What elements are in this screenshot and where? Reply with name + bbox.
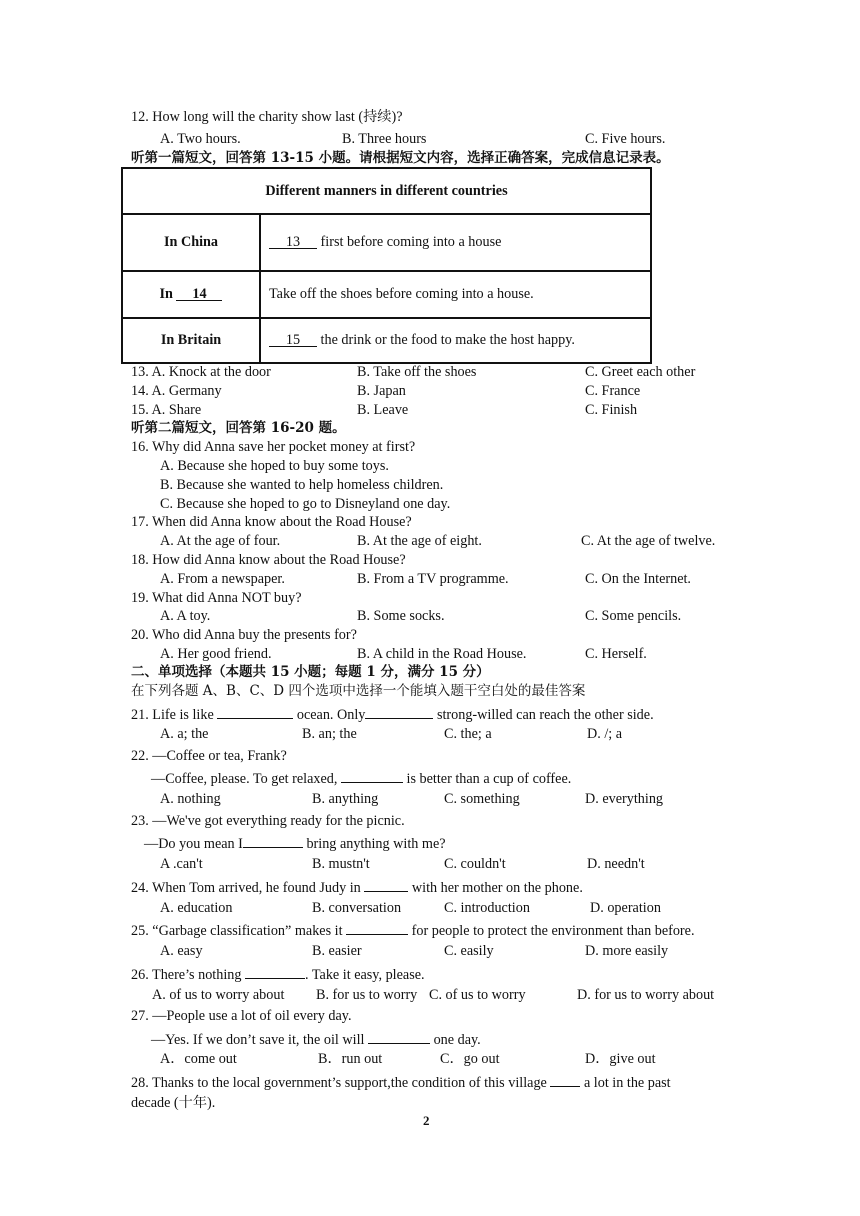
q15-option-c: C. Finish	[585, 402, 638, 418]
q24-option-a: A. education	[160, 900, 233, 916]
blank-13: 13	[269, 234, 317, 249]
question-21-stem: 21. Life is like ocean. Only strong-willed can reach the other side.	[131, 704, 654, 724]
question-16-stem: 16. Why did Anna save her pocket money at first?	[131, 439, 416, 455]
manners-table	[121, 167, 652, 364]
q13-option-c: C. Greet each other	[585, 364, 696, 380]
row-label-britain: In Britain	[122, 318, 260, 363]
blank-15: 15	[269, 332, 317, 347]
q26-option-c: C. of us to worry	[429, 987, 526, 1003]
question-28-line-2: decade (十年).	[131, 1095, 216, 1111]
question-22-line-2: —Coffee, please. To get relaxed, is better than a cup of coffee.	[151, 768, 571, 788]
q21-option-c: C. the; a	[444, 726, 492, 742]
q15-option-b: B. Leave	[357, 402, 409, 418]
q22-option-a: A. nothing	[160, 791, 221, 807]
q18-option-b: B. From a TV programme.	[357, 571, 509, 587]
q20-option-c: C. Herself.	[585, 646, 647, 662]
q15-option-a: 15. A. Share	[131, 402, 202, 418]
q12-option-b: B. Three hours	[342, 131, 427, 147]
q26-option-a: A. of us to worry about	[152, 987, 285, 1003]
question-25-stem: 25. “Garbage classification” makes it for people to protect the environment than before.	[131, 920, 695, 940]
question-28-line-1: 28. Thanks to the local government’s support,the condition of this village a lot in the past	[131, 1072, 671, 1092]
question-27-line-2: —Yes. If we don’t save it, the oil will one day.	[151, 1029, 481, 1049]
q22-option-c: C. something	[444, 791, 520, 807]
q24-option-d: D. operation	[590, 900, 661, 916]
question-20-stem: 20. Who did Anna buy the presents for?	[131, 627, 357, 643]
part-2-title: 二、单项选择（本题共 15 小题；每题 1 分，满分 15 分）	[131, 664, 490, 680]
row-text-japan: Take off the shoes before coming into a house.	[260, 271, 651, 318]
q25-option-c: C. easily	[444, 943, 494, 959]
section-passage-2-instruction: 听第二篇短文，回答第 16-20 题。	[131, 420, 346, 436]
q17-option-a: A. At the age of four.	[160, 533, 281, 549]
q23-option-a: A .can't	[160, 856, 203, 872]
q20-option-b: B. A child in the Road House.	[357, 646, 527, 662]
row-label-china: In China	[122, 214, 260, 271]
part-2-instruction: 在下列各题 A、B、C、D 四个选项中选择一个能填入题干空白处的最佳答案	[131, 683, 586, 699]
section-passage-1-instruction: 听第一篇短文，回答第 13-15 小题。请根据短文内容，选择正确答案，完成信息记录表。	[131, 150, 670, 166]
question-18-stem: 18. How did Anna know about the Road House?	[131, 552, 406, 568]
q27-option-c: C．go out	[440, 1051, 500, 1067]
q25-option-d: D. more easily	[585, 943, 669, 959]
q18-option-a: A. From a newspaper.	[160, 571, 285, 587]
q12-option-c: C. Five hours.	[585, 131, 666, 147]
q27-option-b: B．run out	[318, 1051, 383, 1067]
q21-option-a: A. a; the	[160, 726, 209, 742]
q17-option-c: C. At the age of twelve.	[581, 533, 716, 549]
question-26-stem: 26. There’s nothing . Take it easy, please.	[131, 964, 425, 984]
q24-option-b: B. conversation	[312, 900, 402, 916]
q14-option-a: 14. A. Germany	[131, 383, 222, 399]
q27-option-d: D．give out	[585, 1051, 656, 1067]
q19-option-b: B. Some socks.	[357, 608, 445, 624]
row-text-china: 13 first before coming into a house	[260, 214, 651, 271]
q18-option-c: C. On the Internet.	[585, 571, 691, 587]
q14-option-b: B. Japan	[357, 383, 406, 399]
row-text-britain: 15 the drink or the food to make the host happy.	[260, 318, 651, 363]
table-title: Different manners in different countries	[122, 168, 651, 214]
q14-option-c: C. France	[585, 383, 641, 399]
q21-option-b: B. an; the	[302, 726, 357, 742]
q27-option-a: A．come out	[160, 1051, 237, 1067]
q22-option-b: B. anything	[312, 791, 379, 807]
question-22-line-1: 22. —Coffee or tea, Frank?	[131, 748, 287, 764]
q19-option-a: A. A toy.	[160, 608, 211, 624]
question-17-stem: 17. When did Anna know about the Road House?	[131, 514, 412, 530]
question-27-line-1: 27. —People use a lot of oil every day.	[131, 1008, 352, 1024]
q16-option-a: A. Because she hoped to buy some toys.	[160, 458, 389, 474]
question-19-stem: 19. What did Anna NOT buy?	[131, 590, 302, 606]
q16-option-b: B. Because she wanted to help homeless children.	[160, 477, 444, 493]
blank-14: 14	[176, 286, 222, 301]
q20-option-a: A. Her good friend.	[160, 646, 272, 662]
row-label-blank-14: In 14	[122, 271, 260, 318]
q21-option-d: D. /; a	[587, 726, 623, 742]
q22-option-d: D. everything	[585, 791, 664, 807]
q17-option-b: B. At the age of eight.	[357, 533, 482, 549]
q16-option-c: C. Because she hoped to go to Disneyland one day.	[160, 496, 451, 512]
q24-option-c: C. introduction	[444, 900, 530, 916]
q13-option-a: 13. A. Knock at the door	[131, 364, 271, 380]
question-23-line-1: 23. —We've got everything ready for the picnic.	[131, 813, 405, 829]
q13-option-b: B. Take off the shoes	[357, 364, 477, 380]
q12-option-a: A. Two hours.	[160, 131, 241, 147]
question-23-line-2: —Do you mean I bring anything with me?	[144, 833, 446, 853]
q19-option-c: C. Some pencils.	[585, 608, 682, 624]
question-24-stem: 24. When Tom arrived, he found Judy in with her mother on the phone.	[131, 877, 583, 897]
q23-option-d: D. needn't	[587, 856, 645, 872]
q26-option-d: D. for us to worry about	[577, 987, 715, 1003]
page-number: 2	[423, 1113, 430, 1128]
q23-option-b: B. mustn't	[312, 856, 370, 872]
q23-option-c: C. couldn't	[444, 856, 506, 872]
q25-option-a: A. easy	[160, 943, 203, 959]
q25-option-b: B. easier	[312, 943, 362, 959]
question-12-stem: 12. How long will the charity show last (持续)?	[131, 109, 403, 125]
q26-option-b: B. for us to worry	[316, 987, 418, 1003]
